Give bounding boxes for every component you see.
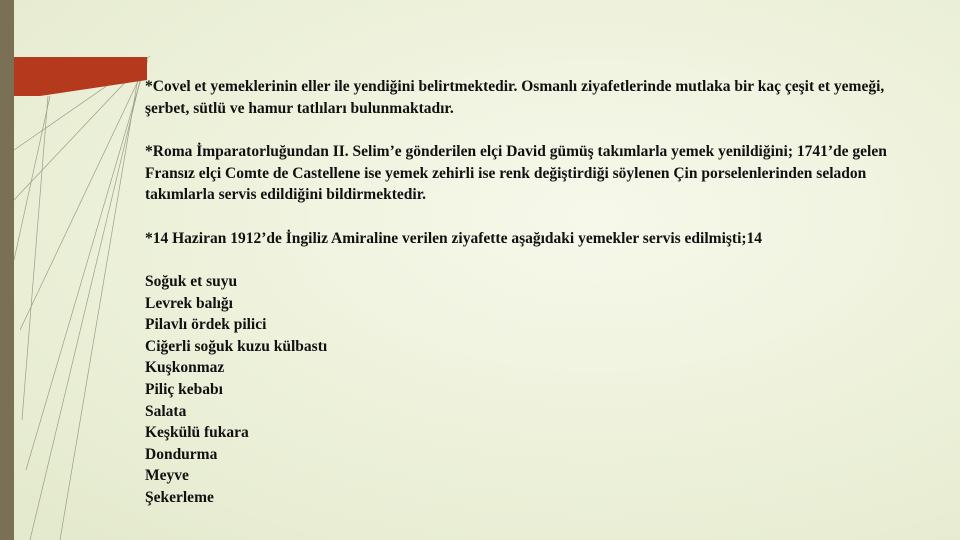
menu-item: Levrek balığı [145, 294, 233, 312]
menu-item: Kuşkonmaz [145, 359, 225, 377]
menu-item: Dondurma [145, 445, 218, 463]
menu-item: Soğuk et suyu [145, 273, 238, 290]
paragraph-haziran: *14 Haziran 1912’de İngiliz Amiraline verilen ziyafette aşağıdaki yemekler servis edilmişti;14 [145, 229, 763, 247]
paragraph-covel: *Covel et yemeklerinin eller ile yendiğini belirtmektedir. Osmanlı ziyafetlerinde mutlaka bir kaç çeşit et yemeği, şerbet, sütlü ve hamur tatlıları bulunmaktadır. [145, 78, 885, 117]
menu-item: Piliç kebabı [145, 380, 223, 398]
slide-body [145, 76, 915, 509]
paragraph-roma: *Roma İmparatorluğundan II. Selim’e gönderilen elçi David gümüş takımlarla yemek yenildiğini; 1741’de gelen Fransız elçi Comte de Castellene ise yemek zehirli ise renk değiştirdiği söylenen Çin porselenlerinden seladon takımlarla servis edildiğini bildirmektedir. [145, 143, 887, 203]
menu-list [145, 271, 915, 509]
decorative-lines [0, 0, 160, 540]
menu-item: Pilavlı ördek pilici [145, 316, 267, 334]
menu-item: Şekerleme [145, 488, 214, 506]
menu-item: Meyve [145, 467, 189, 485]
menu-item: Ciğerli soğuk kuzu külbastı [145, 337, 328, 355]
menu-item: Salata [145, 402, 187, 420]
menu-item: Keşkülü fukara [145, 424, 249, 442]
red-accent-shape [14, 57, 147, 96]
